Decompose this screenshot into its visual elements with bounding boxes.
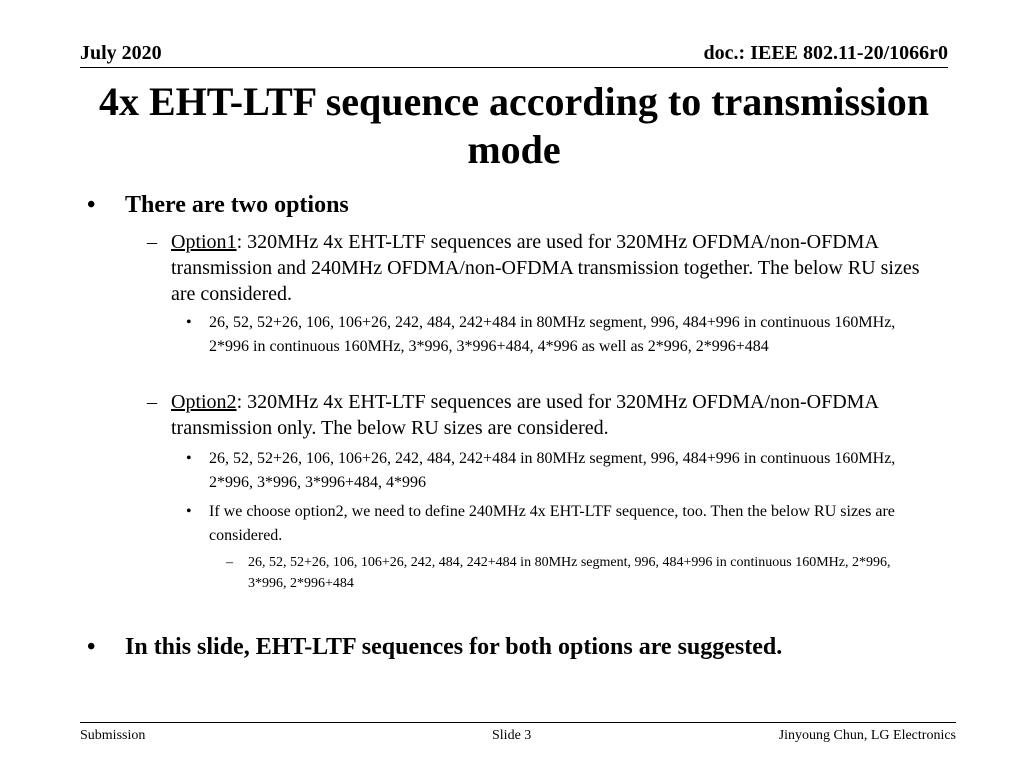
option2-label: Option2 bbox=[171, 391, 237, 413]
option2-text: : 320MHz 4x EHT-LTF sequences are used for 320MHz OFDMA/non-OFDMA transmission only. The below RU sizes are considered. bbox=[171, 391, 878, 439]
header-doc-id: doc.: IEEE 802.11-20/1066r0 bbox=[703, 42, 948, 64]
header-date: July 2020 bbox=[80, 42, 162, 64]
header-rule bbox=[80, 67, 948, 68]
option1-text: : 320MHz 4x EHT-LTF sequences are used for 320MHz OFDMA/non-OFDMA transmission and 240MHz OFDMA/non-OFDMA transmission together. The below RU sizes are considered. bbox=[171, 231, 920, 305]
dash-glyph: – bbox=[147, 391, 157, 413]
bullet-glyph: • bbox=[186, 314, 192, 331]
option2-ru-sizes bbox=[186, 447, 932, 494]
dash-glyph: – bbox=[147, 231, 157, 253]
footer-submission: Submission bbox=[80, 728, 146, 743]
bullet-suggestion bbox=[87, 632, 934, 662]
bullet-glyph: • bbox=[87, 192, 96, 218]
footer-slide-number: Slide 3 bbox=[492, 728, 532, 743]
option2-240mhz-note bbox=[186, 500, 932, 547]
option1-item bbox=[147, 229, 932, 307]
option1-ru-sizes bbox=[186, 311, 932, 358]
option1-ru-text: 26, 52, 52+26, 106, 106+26, 242, 484, 242+484 in 80MHz segment, 996, 484+996 in continuous 160MHz, 2*996 in continuous 160MHz, 3*996, 3*996+484, 4*996 as well as 2*996, 2*996+484 bbox=[209, 314, 896, 355]
footer-author: Jinyoung Chun, LG Electronics bbox=[778, 728, 956, 743]
slide-title: 4x EHT-LTF sequence according to transmission mode bbox=[98, 79, 930, 172]
option2-ru-text: 26, 52, 52+26, 106, 106+26, 242, 484, 242+484 in 80MHz segment, 996, 484+996 in continuous 160MHz, 2*996, 3*996, 3*996+484, 4*996 bbox=[209, 450, 896, 491]
bullet-glyph: • bbox=[186, 503, 192, 520]
option2-240mhz-ru-text: 26, 52, 52+26, 106, 106+26, 242, 484, 242+484 in 80MHz segment, 996, 484+996 in continuous 160MHz, 2*996, 3*996, 2*996+484 bbox=[248, 555, 891, 591]
option2-240mhz-text: If we choose option2, we need to define 240MHz 4x EHT-LTF sequence, too. Then the below RU sizes are considered. bbox=[209, 503, 895, 544]
bullet-glyph: • bbox=[186, 450, 192, 467]
option2-240mhz-ru-sizes bbox=[226, 552, 928, 594]
bullet-text: There are two options bbox=[125, 192, 349, 218]
option2-item bbox=[147, 389, 932, 441]
dash-glyph: – bbox=[226, 555, 233, 570]
option1-label: Option1 bbox=[171, 231, 237, 253]
footer-rule bbox=[80, 722, 956, 723]
bullet-two-options bbox=[87, 190, 934, 220]
bullet-glyph: • bbox=[87, 634, 96, 660]
bullet-text: In this slide, EHT-LTF sequences for both options are suggested. bbox=[125, 634, 783, 660]
